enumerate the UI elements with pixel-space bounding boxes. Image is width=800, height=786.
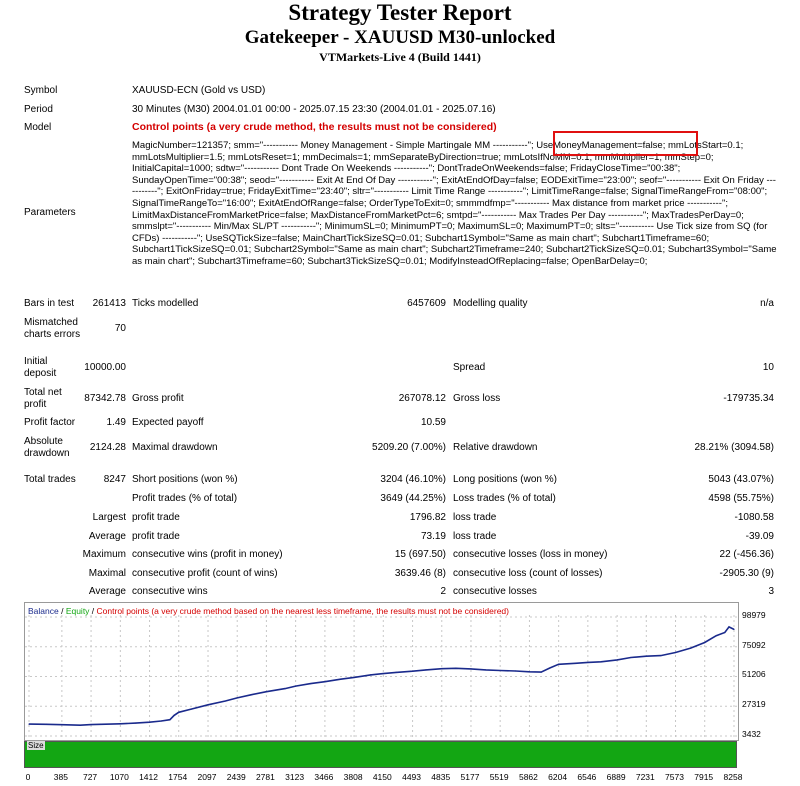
largest-pt-value: 1796.82	[409, 512, 446, 523]
y-tick-label: 51206	[742, 669, 766, 680]
pf-label: Profit factor	[24, 417, 76, 428]
parameters-highlight: UseMoneyManagement=false;	[536, 140, 666, 151]
max-cl-label: consecutive losses (loss in money)	[453, 549, 608, 560]
period-label: Period	[24, 104, 53, 115]
average-label: Average	[88, 531, 126, 542]
x-tick-label: 2097	[197, 772, 217, 782]
grossloss-label: Gross loss	[453, 393, 501, 404]
ptrades-value: 3649 (44.25%)	[380, 493, 446, 504]
ltrades-value: 4598 (55.75%)	[708, 493, 774, 504]
balance-point	[558, 664, 559, 665]
grossprofit-value: 267078.12	[398, 393, 446, 404]
x-tick-label: 5177	[460, 772, 480, 782]
balance-point	[250, 694, 251, 695]
avg-cw-value: 2	[440, 586, 446, 597]
balance-point	[675, 652, 676, 653]
x-tick-label: 3123	[285, 772, 305, 782]
trades-label: Total trades	[24, 474, 76, 485]
reldd-value: 28.21% (3094.58)	[694, 442, 774, 453]
balance-point	[90, 724, 91, 725]
maximum-label: Maximum	[82, 549, 126, 560]
x-tick-label: 3466	[314, 772, 334, 782]
avg-cl-label: consecutive losses	[453, 586, 537, 597]
legend-equity: Equity	[65, 606, 90, 616]
payoff-value: 10.59	[420, 417, 446, 428]
maxl-cp-value: 3639.46 (8)	[394, 568, 446, 579]
y-tick-label: 98979	[742, 610, 766, 620]
largest-lt-value: -1080.58	[734, 512, 774, 523]
balance-point	[515, 670, 516, 671]
model-value: Control points (a very crude method, the results must not be considered)	[132, 121, 497, 133]
maxl-cl-value: -2905.30 (9)	[719, 568, 774, 579]
max-cw-label: consecutive wins (profit in money)	[132, 549, 283, 560]
balance-point	[716, 635, 717, 636]
x-tick-label: 1412	[139, 772, 158, 782]
balance-point	[295, 685, 296, 686]
netprofit-value: 87342.78	[84, 393, 126, 404]
long-value: 5043 (43.07%)	[708, 474, 774, 485]
balance-point	[353, 677, 354, 678]
netprofit-label-2: profit	[24, 399, 47, 410]
balance-point	[207, 704, 208, 705]
balance-point	[617, 659, 618, 660]
long-label: Long positions (won %)	[453, 474, 557, 485]
deposit-label-2: deposit	[24, 368, 57, 379]
maxl-cl-label: consecutive loss (count of losses)	[453, 568, 603, 579]
x-tick-label: 7573	[665, 772, 684, 782]
absdd-value: 2124.28	[89, 442, 126, 453]
y-tick-label: 3432	[742, 729, 761, 739]
balance-point	[237, 697, 238, 698]
x-tick-label: 7231	[635, 772, 655, 782]
max-cw-value: 15 (697.50)	[394, 549, 446, 560]
balance-point	[324, 681, 325, 682]
payoff-label: Expected payoff	[132, 417, 204, 428]
legend-sep-1: /	[58, 606, 66, 616]
balance-point	[310, 683, 311, 684]
legend-balance: Balance	[28, 606, 59, 616]
x-tick-label: 6546	[577, 772, 597, 782]
x-tick-label: 7915	[694, 772, 714, 782]
x-tick-label: 2781	[255, 772, 275, 782]
quality-label: Modelling quality	[453, 298, 528, 309]
parameters-after: mmLotsStart=0.1; mmLotsMultiplier=1.5; mmLotsReset=1; mmDecimals=1; mmSeparateByDirection=true; mmLotsIfNoMM=0.1; mmMultiplier=1; mmStep=0; InitialCapital=1000; sdtw="----------- Dont Trade On Weekends -----------"; DontTradeOnWeekends=false; FridayCloseTime="00:38"; SundayOpenTime="00:38"; seod="----------- Exit At End Of Day -----------"; ExitAtEndOfDay=false; EODExitTime="23:00"; seof="----------- Exit On Friday -----------"; ExitOnFriday=true; FridayExitTime="23:40"; sltr="----------- Limit Time Range -----------"; LimitTimeRange=false; SignalTimeRangeFrom="08:00"; SignalTimeRangeTo="16:00"; ExitAtEndOfRange=false; OrderTypeToExit=0; smmmdfmp="----------- Max distance from market price -----------"; LimitMaxDistanceFromMarketPrice=false; MaxDistanceFromMarketPct=6; smtpd="----------- Max Trades Per Day -----------"; MaxTradesPerDay=0; smmslpt="----------- Min/Max SL/PT -----------"; MinimumSL=0; MinimumPT=0; MaximumSL=0; MaximumPT=0; slts="----------- Use Tick size from SQ (for CFDs) -----------"; UseSQTickSize=false; MainChartTickSizeSQ=0.01; Subchart1Symbol="Same as main chart"; Subchart1Timeframe=60; Subchart1TickSizeSQ=0.01; Subchart2Symbol="Same as main chart"; Subchart2Timeframe=240; Subchart2TickSizeSQ=0.01; Subchart3Symbol="Same as main chart"; Subchart3Timeframe=60; Subchart3TickSizeSQ=0.01; ModifyInsteadOfReplacing=false; OpenBarDelay=0;	[132, 140, 777, 267]
short-label: Short positions (won %)	[132, 474, 238, 485]
balance-point	[587, 662, 588, 663]
balance-point	[724, 632, 725, 633]
maxl-cp-label: consecutive profit (count of wins)	[132, 568, 278, 579]
balance-point	[135, 722, 136, 723]
x-tick-label: 0	[25, 772, 31, 782]
ticks-value: 6457609	[407, 298, 446, 309]
balance-point	[600, 661, 601, 662]
ltrades-label: Loss trades (% of total)	[453, 493, 556, 504]
x-tick-label: 5519	[489, 772, 509, 782]
deposit-label: Initial	[24, 356, 48, 367]
balance-point	[690, 648, 691, 649]
balance-point	[500, 670, 501, 671]
balance-point	[225, 700, 226, 701]
absdd-label-2: drawdown	[24, 448, 70, 459]
bars-label: Bars in test	[24, 298, 75, 309]
balance-chart	[24, 602, 739, 741]
report-subtitle: Gatekeeper - XAUUSD M30-unlocked	[244, 27, 556, 48]
balance-point	[733, 629, 734, 630]
parameters-before: MagicNumber=121357; smm="----------- Money Management - Simple Martingale MM -----------";	[132, 140, 537, 151]
deposit-value: 10000.00	[84, 362, 126, 373]
average-pt-value: 73.19	[420, 531, 446, 542]
balance-point	[441, 668, 442, 669]
balance-point	[45, 724, 46, 725]
trades-value: 8247	[103, 474, 126, 485]
mismatch-label-2: charts errors	[24, 329, 81, 340]
balance-point	[412, 671, 413, 672]
balance-point	[485, 669, 486, 670]
grossloss-value: -179735.34	[723, 393, 774, 404]
balance-point	[704, 642, 705, 643]
balance-point	[174, 715, 175, 716]
parameters-label: Parameters	[24, 207, 76, 218]
ptrades-label: Profit trades (% of total)	[132, 493, 238, 504]
legend-note: Control points (a very crude method based on the nearest less timeframe, the results must not be considered)	[96, 606, 509, 616]
largest-pt-label: profit trade	[132, 512, 180, 523]
balance-point	[575, 663, 576, 664]
avg-cw-label: consecutive wins	[132, 586, 208, 597]
report-title: Strategy Tester Report	[288, 0, 512, 25]
balance-point	[630, 657, 631, 658]
quality-value: n/a	[760, 298, 774, 309]
x-tick-label: 1070	[109, 772, 129, 782]
chart-legend	[28, 605, 509, 617]
balance-chart-svg	[25, 603, 738, 740]
balance-point	[383, 673, 384, 674]
balance-point	[80, 725, 81, 726]
x-tick-label: 6204	[548, 772, 568, 782]
balance-point	[541, 672, 542, 673]
parameters-text	[132, 140, 777, 268]
balance-point	[646, 656, 647, 657]
x-tick-label: 8258	[723, 772, 743, 782]
spread-label: Spread	[453, 362, 486, 373]
balance-point	[395, 672, 396, 673]
max-cl-value: 22 (-456.36)	[719, 549, 774, 560]
absdd-label: Absolute	[24, 436, 63, 447]
balance-point	[529, 671, 530, 672]
y-tick-label: 27319	[742, 699, 766, 710]
balance-point	[28, 723, 29, 724]
mismatch-label: Mismatched	[24, 317, 78, 328]
balance-point	[470, 668, 471, 669]
balance-point	[285, 688, 286, 689]
x-tick-label: 5862	[518, 772, 538, 782]
x-tick-label: 6889	[606, 772, 626, 782]
highlight-box	[553, 131, 698, 156]
balance-point	[191, 709, 192, 710]
netprofit-label: Total net	[24, 387, 62, 398]
balance-point	[149, 722, 150, 723]
x-tick-label: 4150	[372, 772, 392, 782]
balance-point	[161, 720, 162, 721]
volume-bar	[24, 741, 737, 768]
balance-point	[728, 626, 729, 627]
pf-value: 1.49	[106, 417, 126, 428]
balance-point	[105, 724, 106, 725]
x-tick-label: 727	[82, 772, 98, 782]
balance-point	[370, 674, 371, 675]
balance-point	[178, 712, 179, 713]
size-label: Size	[28, 741, 44, 750]
symbol-value: XAUUSD-ECN (Gold vs USD)	[132, 85, 266, 96]
balance-point	[455, 668, 456, 669]
period-value: 30 Minutes (M30) 2004.01.01 00:00 - 2025.07.15 23:30 (2004.01.01 - 2025.07.16)	[132, 104, 496, 115]
balance-point	[660, 655, 661, 656]
ticks-label: Ticks modelled	[132, 298, 199, 309]
spread-value: 10	[762, 362, 774, 373]
bars-value: 261413	[92, 298, 126, 309]
balance-point	[169, 719, 170, 720]
short-value: 3204 (46.10%)	[380, 474, 446, 485]
x-tick-label: 4835	[431, 772, 451, 782]
largest-label: Largest	[92, 512, 126, 523]
balance-point	[425, 669, 426, 670]
server-name: VTMarkets-Live 4 (Build 1441)	[319, 50, 481, 64]
maxdd-value: 5209.20 (7.00%)	[372, 442, 446, 453]
average-lt-label: loss trade	[453, 531, 497, 542]
balance-point	[266, 691, 267, 692]
mismatch-value: 70	[114, 323, 126, 334]
y-tick-label: 75092	[742, 639, 766, 650]
largest-lt-label: loss trade	[453, 512, 497, 523]
average-pt-label: profit trade	[132, 531, 180, 542]
x-tick-label: 385	[53, 772, 68, 782]
grossprofit-label: Gross profit	[132, 393, 184, 404]
x-tick-label: 3808	[343, 772, 363, 782]
maxdd-label: Maximal drawdown	[132, 442, 218, 453]
legend-sep-2: /	[89, 606, 97, 616]
symbol-label: Symbol	[24, 85, 58, 96]
x-tick-label: 2439	[226, 772, 246, 782]
average-lt-value: -39.09	[745, 531, 774, 542]
balance-point	[340, 679, 341, 680]
model-label: Model	[24, 122, 52, 133]
reldd-label: Relative drawdown	[453, 442, 538, 453]
x-tick-label: 1754	[168, 772, 188, 782]
avg-cl-value: 3	[768, 586, 774, 597]
maximal-label: Maximal	[88, 568, 126, 579]
balance-point	[120, 723, 121, 724]
balance-point	[61, 724, 62, 725]
avg2-label: Average	[88, 586, 126, 597]
x-tick-label: 4493	[402, 772, 422, 782]
balance-point	[549, 667, 550, 668]
